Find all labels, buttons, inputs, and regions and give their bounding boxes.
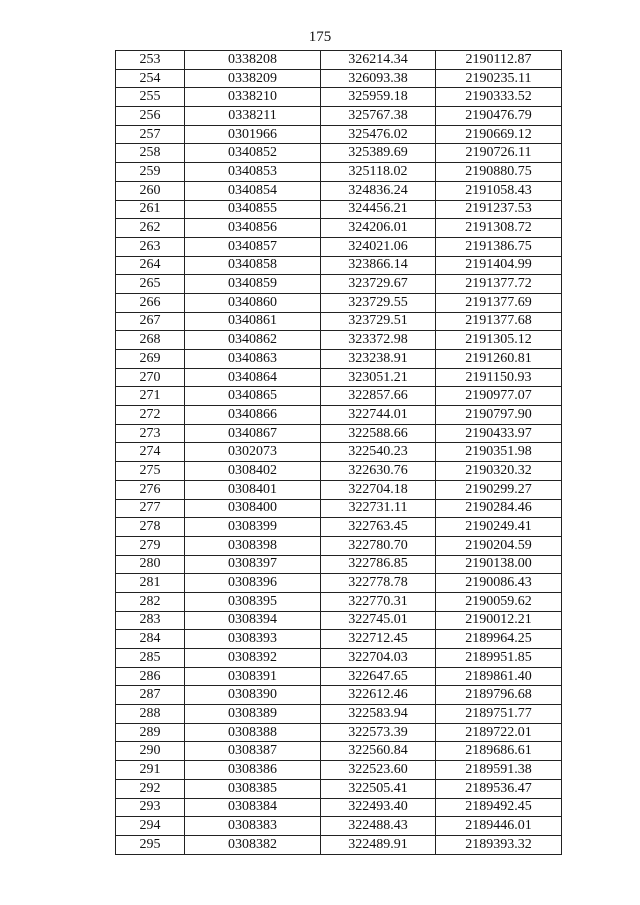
- y-coordinate-cell: 2189591.38: [436, 761, 562, 780]
- x-coordinate-cell: 324021.06: [321, 237, 436, 256]
- y-coordinate-cell: 2189492.45: [436, 798, 562, 817]
- point-id-cell: 0308389: [185, 705, 321, 724]
- x-coordinate-cell: 323729.55: [321, 293, 436, 312]
- point-id-cell: 0308386: [185, 761, 321, 780]
- x-coordinate-cell: 325476.02: [321, 125, 436, 144]
- y-coordinate-cell: 2190476.79: [436, 107, 562, 126]
- x-coordinate-cell: 322778.78: [321, 574, 436, 593]
- x-coordinate-cell: 323729.67: [321, 275, 436, 294]
- y-coordinate-cell: 2190333.52: [436, 88, 562, 107]
- y-coordinate-cell: 2191237.53: [436, 200, 562, 219]
- point-id-cell: 0308391: [185, 667, 321, 686]
- y-coordinate-cell: 2191386.75: [436, 237, 562, 256]
- table-row: [116, 835, 562, 854]
- x-coordinate-cell: 323729.51: [321, 312, 436, 331]
- x-coordinate-cell: 322540.23: [321, 443, 436, 462]
- point-id-cell: 0308390: [185, 686, 321, 705]
- point-number-cell: 285: [116, 649, 185, 668]
- table-row: [116, 723, 562, 742]
- point-number-cell: 278: [116, 518, 185, 537]
- point-id-cell: 0340861: [185, 312, 321, 331]
- x-coordinate-cell: 322588.66: [321, 424, 436, 443]
- y-coordinate-cell: 2191377.68: [436, 312, 562, 331]
- point-number-cell: 260: [116, 181, 185, 200]
- point-id-cell: 0308392: [185, 649, 321, 668]
- point-number-cell: 254: [116, 69, 185, 88]
- x-coordinate-cell: 324206.01: [321, 219, 436, 238]
- x-coordinate-cell: 322583.94: [321, 705, 436, 724]
- table-row: [116, 611, 562, 630]
- point-number-cell: 259: [116, 163, 185, 182]
- table-row: [116, 163, 562, 182]
- x-coordinate-cell: 323866.14: [321, 256, 436, 275]
- y-coordinate-cell: 2190977.07: [436, 387, 562, 406]
- y-coordinate-cell: 2189722.01: [436, 723, 562, 742]
- x-coordinate-cell: 325959.18: [321, 88, 436, 107]
- point-number-cell: 267: [116, 312, 185, 331]
- table-row: [116, 536, 562, 555]
- table-row: [116, 331, 562, 350]
- y-coordinate-cell: 2189446.01: [436, 817, 562, 836]
- point-number-cell: 293: [116, 798, 185, 817]
- y-coordinate-cell: 2190320.32: [436, 462, 562, 481]
- table-row: [116, 779, 562, 798]
- x-coordinate-cell: 324456.21: [321, 200, 436, 219]
- y-coordinate-cell: 2190299.27: [436, 480, 562, 499]
- table-row: [116, 443, 562, 462]
- table-row: [116, 144, 562, 163]
- y-coordinate-cell: 2190433.97: [436, 424, 562, 443]
- point-id-cell: 0338211: [185, 107, 321, 126]
- table-row: [116, 200, 562, 219]
- point-id-cell: 0340865: [185, 387, 321, 406]
- point-id-cell: 0308397: [185, 555, 321, 574]
- point-id-cell: 0308383: [185, 817, 321, 836]
- point-id-cell: 0308393: [185, 630, 321, 649]
- y-coordinate-cell: 2190235.11: [436, 69, 562, 88]
- point-number-cell: 291: [116, 761, 185, 780]
- point-number-cell: 257: [116, 125, 185, 144]
- table-row: [116, 555, 562, 574]
- table-row: [116, 350, 562, 369]
- table-row: [116, 705, 562, 724]
- point-number-cell: 262: [116, 219, 185, 238]
- coordinates-table: [115, 50, 562, 855]
- y-coordinate-cell: 2189964.25: [436, 630, 562, 649]
- point-number-cell: 292: [116, 779, 185, 798]
- page-number: 175: [308, 29, 332, 45]
- x-coordinate-cell: 322523.60: [321, 761, 436, 780]
- x-coordinate-cell: 326093.38: [321, 69, 436, 88]
- point-id-cell: 0308401: [185, 480, 321, 499]
- y-coordinate-cell: 2189751.77: [436, 705, 562, 724]
- table-row: [116, 69, 562, 88]
- x-coordinate-cell: 325389.69: [321, 144, 436, 163]
- point-id-cell: 0308394: [185, 611, 321, 630]
- point-id-cell: 0340854: [185, 181, 321, 200]
- x-coordinate-cell: 322647.65: [321, 667, 436, 686]
- y-coordinate-cell: 2190112.87: [436, 51, 562, 70]
- table-row: [116, 499, 562, 518]
- point-number-cell: 283: [116, 611, 185, 630]
- coordinates-table-body: [116, 51, 562, 855]
- table-row: [116, 574, 562, 593]
- point-id-cell: 0340852: [185, 144, 321, 163]
- point-number-cell: 274: [116, 443, 185, 462]
- y-coordinate-cell: 2189536.47: [436, 779, 562, 798]
- x-coordinate-cell: 322763.45: [321, 518, 436, 537]
- point-id-cell: 0308384: [185, 798, 321, 817]
- table-row: [116, 88, 562, 107]
- point-id-cell: 0308387: [185, 742, 321, 761]
- y-coordinate-cell: 2191377.69: [436, 293, 562, 312]
- point-id-cell: 0338208: [185, 51, 321, 70]
- point-id-cell: 0340857: [185, 237, 321, 256]
- table-row: [116, 742, 562, 761]
- point-number-cell: 264: [116, 256, 185, 275]
- point-number-cell: 255: [116, 88, 185, 107]
- y-coordinate-cell: 2190249.41: [436, 518, 562, 537]
- x-coordinate-cell: 322780.70: [321, 536, 436, 555]
- point-number-cell: 281: [116, 574, 185, 593]
- x-coordinate-cell: 322489.91: [321, 835, 436, 854]
- point-id-cell: 0302073: [185, 443, 321, 462]
- y-coordinate-cell: 2191308.72: [436, 219, 562, 238]
- point-id-cell: 0340856: [185, 219, 321, 238]
- point-number-cell: 272: [116, 406, 185, 425]
- y-coordinate-cell: 2190351.98: [436, 443, 562, 462]
- x-coordinate-cell: 322704.03: [321, 649, 436, 668]
- point-id-cell: 0340866: [185, 406, 321, 425]
- y-coordinate-cell: 2189686.61: [436, 742, 562, 761]
- table-row: [116, 275, 562, 294]
- y-coordinate-cell: 2191305.12: [436, 331, 562, 350]
- x-coordinate-cell: 322731.11: [321, 499, 436, 518]
- point-id-cell: 0340853: [185, 163, 321, 182]
- table-row: [116, 518, 562, 537]
- table-row: [116, 649, 562, 668]
- point-number-cell: 280: [116, 555, 185, 574]
- table-row: [116, 312, 562, 331]
- point-number-cell: 258: [116, 144, 185, 163]
- point-id-cell: 0340862: [185, 331, 321, 350]
- point-number-cell: 261: [116, 200, 185, 219]
- y-coordinate-cell: 2190138.00: [436, 555, 562, 574]
- table-row: [116, 51, 562, 70]
- point-number-cell: 287: [116, 686, 185, 705]
- point-number-cell: 263: [116, 237, 185, 256]
- point-id-cell: 0308382: [185, 835, 321, 854]
- y-coordinate-cell: 2190012.21: [436, 611, 562, 630]
- table-row: [116, 219, 562, 238]
- y-coordinate-cell: 2189796.68: [436, 686, 562, 705]
- table-row: [116, 630, 562, 649]
- table-row: [116, 237, 562, 256]
- point-number-cell: 279: [116, 536, 185, 555]
- x-coordinate-cell: 322745.01: [321, 611, 436, 630]
- x-coordinate-cell: 322560.84: [321, 742, 436, 761]
- point-number-cell: 288: [116, 705, 185, 724]
- x-coordinate-cell: 323051.21: [321, 368, 436, 387]
- table-row: [116, 798, 562, 817]
- table-row: [116, 256, 562, 275]
- table-row: [116, 107, 562, 126]
- point-id-cell: 0340858: [185, 256, 321, 275]
- table-row: [116, 817, 562, 836]
- x-coordinate-cell: 322744.01: [321, 406, 436, 425]
- y-coordinate-cell: 2189951.85: [436, 649, 562, 668]
- point-id-cell: 0308398: [185, 536, 321, 555]
- point-id-cell: 0340859: [185, 275, 321, 294]
- x-coordinate-cell: 323238.91: [321, 350, 436, 369]
- point-id-cell: 0338210: [185, 88, 321, 107]
- table-row: [116, 406, 562, 425]
- table-row: [116, 181, 562, 200]
- table-row: [116, 761, 562, 780]
- x-coordinate-cell: 322704.18: [321, 480, 436, 499]
- x-coordinate-cell: 322612.46: [321, 686, 436, 705]
- point-id-cell: 0340867: [185, 424, 321, 443]
- point-number-cell: 271: [116, 387, 185, 406]
- point-number-cell: 294: [116, 817, 185, 836]
- table-row: [116, 387, 562, 406]
- x-coordinate-cell: 322786.85: [321, 555, 436, 574]
- x-coordinate-cell: 323372.98: [321, 331, 436, 350]
- x-coordinate-cell: 325118.02: [321, 163, 436, 182]
- point-number-cell: 268: [116, 331, 185, 350]
- table-row: [116, 462, 562, 481]
- point-id-cell: 0340855: [185, 200, 321, 219]
- x-coordinate-cell: 325767.38: [321, 107, 436, 126]
- x-coordinate-cell: 322488.43: [321, 817, 436, 836]
- y-coordinate-cell: 2190284.46: [436, 499, 562, 518]
- x-coordinate-cell: 322770.31: [321, 592, 436, 611]
- point-number-cell: 266: [116, 293, 185, 312]
- y-coordinate-cell: 2191150.93: [436, 368, 562, 387]
- y-coordinate-cell: 2190059.62: [436, 592, 562, 611]
- point-number-cell: 270: [116, 368, 185, 387]
- table-row: [116, 592, 562, 611]
- x-coordinate-cell: 322493.40: [321, 798, 436, 817]
- y-coordinate-cell: 2190797.90: [436, 406, 562, 425]
- point-number-cell: 289: [116, 723, 185, 742]
- x-coordinate-cell: 322505.41: [321, 779, 436, 798]
- point-number-cell: 286: [116, 667, 185, 686]
- point-id-cell: 0308388: [185, 723, 321, 742]
- x-coordinate-cell: 322573.39: [321, 723, 436, 742]
- y-coordinate-cell: 2189861.40: [436, 667, 562, 686]
- point-id-cell: 0308402: [185, 462, 321, 481]
- point-id-cell: 0308400: [185, 499, 321, 518]
- point-id-cell: 0308385: [185, 779, 321, 798]
- y-coordinate-cell: 2189393.32: [436, 835, 562, 854]
- y-coordinate-cell: 2190086.43: [436, 574, 562, 593]
- point-number-cell: 282: [116, 592, 185, 611]
- point-id-cell: 0308396: [185, 574, 321, 593]
- y-coordinate-cell: 2191377.72: [436, 275, 562, 294]
- point-number-cell: 273: [116, 424, 185, 443]
- point-number-cell: 269: [116, 350, 185, 369]
- y-coordinate-cell: 2190726.11: [436, 144, 562, 163]
- point-number-cell: 284: [116, 630, 185, 649]
- y-coordinate-cell: 2191058.43: [436, 181, 562, 200]
- x-coordinate-cell: 322630.76: [321, 462, 436, 481]
- table-row: [116, 480, 562, 499]
- point-id-cell: 0338209: [185, 69, 321, 88]
- y-coordinate-cell: 2191260.81: [436, 350, 562, 369]
- point-id-cell: 0340863: [185, 350, 321, 369]
- y-coordinate-cell: 2190669.12: [436, 125, 562, 144]
- y-coordinate-cell: 2190880.75: [436, 163, 562, 182]
- point-number-cell: 295: [116, 835, 185, 854]
- y-coordinate-cell: 2191404.99: [436, 256, 562, 275]
- table-row: [116, 424, 562, 443]
- table-row: [116, 667, 562, 686]
- x-coordinate-cell: 324836.24: [321, 181, 436, 200]
- y-coordinate-cell: 2190204.59: [436, 536, 562, 555]
- point-id-cell: 0340864: [185, 368, 321, 387]
- point-number-cell: 277: [116, 499, 185, 518]
- point-number-cell: 290: [116, 742, 185, 761]
- x-coordinate-cell: 322857.66: [321, 387, 436, 406]
- x-coordinate-cell: 326214.34: [321, 51, 436, 70]
- point-id-cell: 0301966: [185, 125, 321, 144]
- table-row: [116, 293, 562, 312]
- table-row: [116, 125, 562, 144]
- table-row: [116, 368, 562, 387]
- point-id-cell: 0308395: [185, 592, 321, 611]
- point-number-cell: 265: [116, 275, 185, 294]
- point-number-cell: 256: [116, 107, 185, 126]
- point-id-cell: 0308399: [185, 518, 321, 537]
- point-id-cell: 0340860: [185, 293, 321, 312]
- table-row: [116, 686, 562, 705]
- point-number-cell: 275: [116, 462, 185, 481]
- x-coordinate-cell: 322712.45: [321, 630, 436, 649]
- point-number-cell: 276: [116, 480, 185, 499]
- point-number-cell: 253: [116, 51, 185, 70]
